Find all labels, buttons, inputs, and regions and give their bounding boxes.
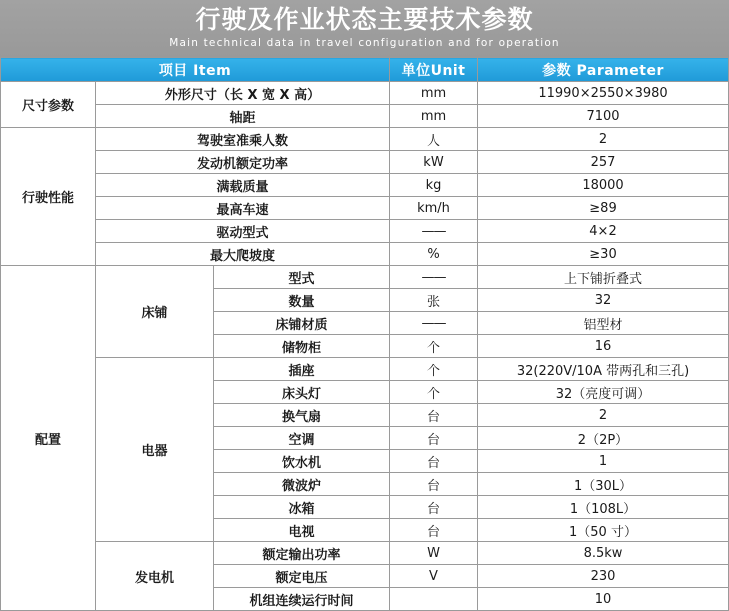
row-parameter: 257 [478,151,729,174]
group-label-configuration: 配置 [1,266,96,611]
row-item: 饮水机 [214,450,390,473]
table-header [1,58,729,82]
subgroup-label-generator: 发电机 [96,542,214,611]
row-item: 最高车速 [96,197,390,220]
row-item: 空调 [214,427,390,450]
row-item: 发动机额定功率 [96,151,390,174]
row-unit: 台 [390,519,478,542]
row-unit: km/h [390,197,478,220]
table-row [1,174,729,197]
table-header-row [1,58,729,82]
table-row [1,243,729,266]
row-unit: mm [390,82,478,105]
row-item: 型式 [214,266,390,289]
column-header-unit: 单位Unit [390,58,478,82]
page-subtitle: Main technical data in travel configuration and for operation [169,37,560,49]
page-banner [0,0,729,57]
row-item: 最大爬坡度 [96,243,390,266]
row-unit: —— [390,220,478,243]
row-unit: 台 [390,450,478,473]
row-parameter: 1（30L） [478,473,729,496]
row-item: 满载质量 [96,174,390,197]
row-unit: 台 [390,473,478,496]
row-item: 额定电压 [214,565,390,588]
row-item: 冰箱 [214,496,390,519]
table-row [1,128,729,151]
row-parameter: 10 [478,588,729,611]
row-item: 机组连续运行时间 [214,588,390,611]
specifications-table [0,57,729,611]
row-unit: mm [390,105,478,128]
row-item: 额定输出功率 [214,542,390,565]
row-item: 驾驶室准乘人数 [96,128,390,151]
row-parameter: 230 [478,565,729,588]
row-unit: 张 [390,289,478,312]
row-unit: 台 [390,427,478,450]
row-parameter: ≥89 [478,197,729,220]
group-label-driving-performance: 行驶性能 [1,128,96,266]
row-unit [390,588,478,611]
row-parameter: 4×2 [478,220,729,243]
row-unit: 个 [390,358,478,381]
row-parameter: 32（亮度可调） [478,381,729,404]
subgroup-label-beds: 床铺 [96,266,214,358]
row-parameter: 8.5kw [478,542,729,565]
subgroup-label-appliances: 电器 [96,358,214,542]
row-item: 微波炉 [214,473,390,496]
row-unit: —— [390,266,478,289]
row-item: 数量 [214,289,390,312]
row-item: 插座 [214,358,390,381]
row-parameter: 32(220V/10A 带两孔和三孔) [478,358,729,381]
table-row [1,266,729,289]
table-row [1,358,729,381]
row-item: 外形尺寸（长 X 宽 X 高） [96,82,390,105]
row-item: 电视 [214,519,390,542]
row-unit: % [390,243,478,266]
row-unit: W [390,542,478,565]
row-unit: 人 [390,128,478,151]
table-row [1,151,729,174]
table-row [1,220,729,243]
row-unit: 个 [390,381,478,404]
row-item: 换气扇 [214,404,390,427]
row-parameter: 7100 [478,105,729,128]
row-unit: V [390,565,478,588]
column-header-item: 项目 Item [1,58,390,82]
row-item: 轴距 [96,105,390,128]
row-parameter: 32 [478,289,729,312]
table-row [1,82,729,105]
row-parameter: 1（108L） [478,496,729,519]
row-parameter: 2 [478,128,729,151]
row-unit: 个 [390,335,478,358]
table-body [1,82,729,611]
row-parameter: 1（50 寸） [478,519,729,542]
row-item: 床头灯 [214,381,390,404]
row-parameter: 2（2P） [478,427,729,450]
row-parameter: 16 [478,335,729,358]
row-item: 驱动型式 [96,220,390,243]
table-row [1,542,729,565]
row-parameter: ≥30 [478,243,729,266]
row-parameter: 上下铺折叠式 [478,266,729,289]
group-label-dimensions: 尺寸参数 [1,82,96,128]
row-item: 储物柜 [214,335,390,358]
row-unit: kW [390,151,478,174]
row-parameter: 11990×2550×3980 [478,82,729,105]
row-unit: kg [390,174,478,197]
table-row [1,105,729,128]
row-unit: —— [390,312,478,335]
column-header-parameter: 参数 Parameter [478,58,729,82]
row-unit: 台 [390,496,478,519]
row-parameter: 铝型材 [478,312,729,335]
table-row [1,197,729,220]
row-parameter: 18000 [478,174,729,197]
row-item: 床铺材质 [214,312,390,335]
row-parameter: 2 [478,404,729,427]
page-title: 行驶及作业状态主要技术参数 [195,5,534,34]
row-unit: 台 [390,404,478,427]
row-parameter: 1 [478,450,729,473]
